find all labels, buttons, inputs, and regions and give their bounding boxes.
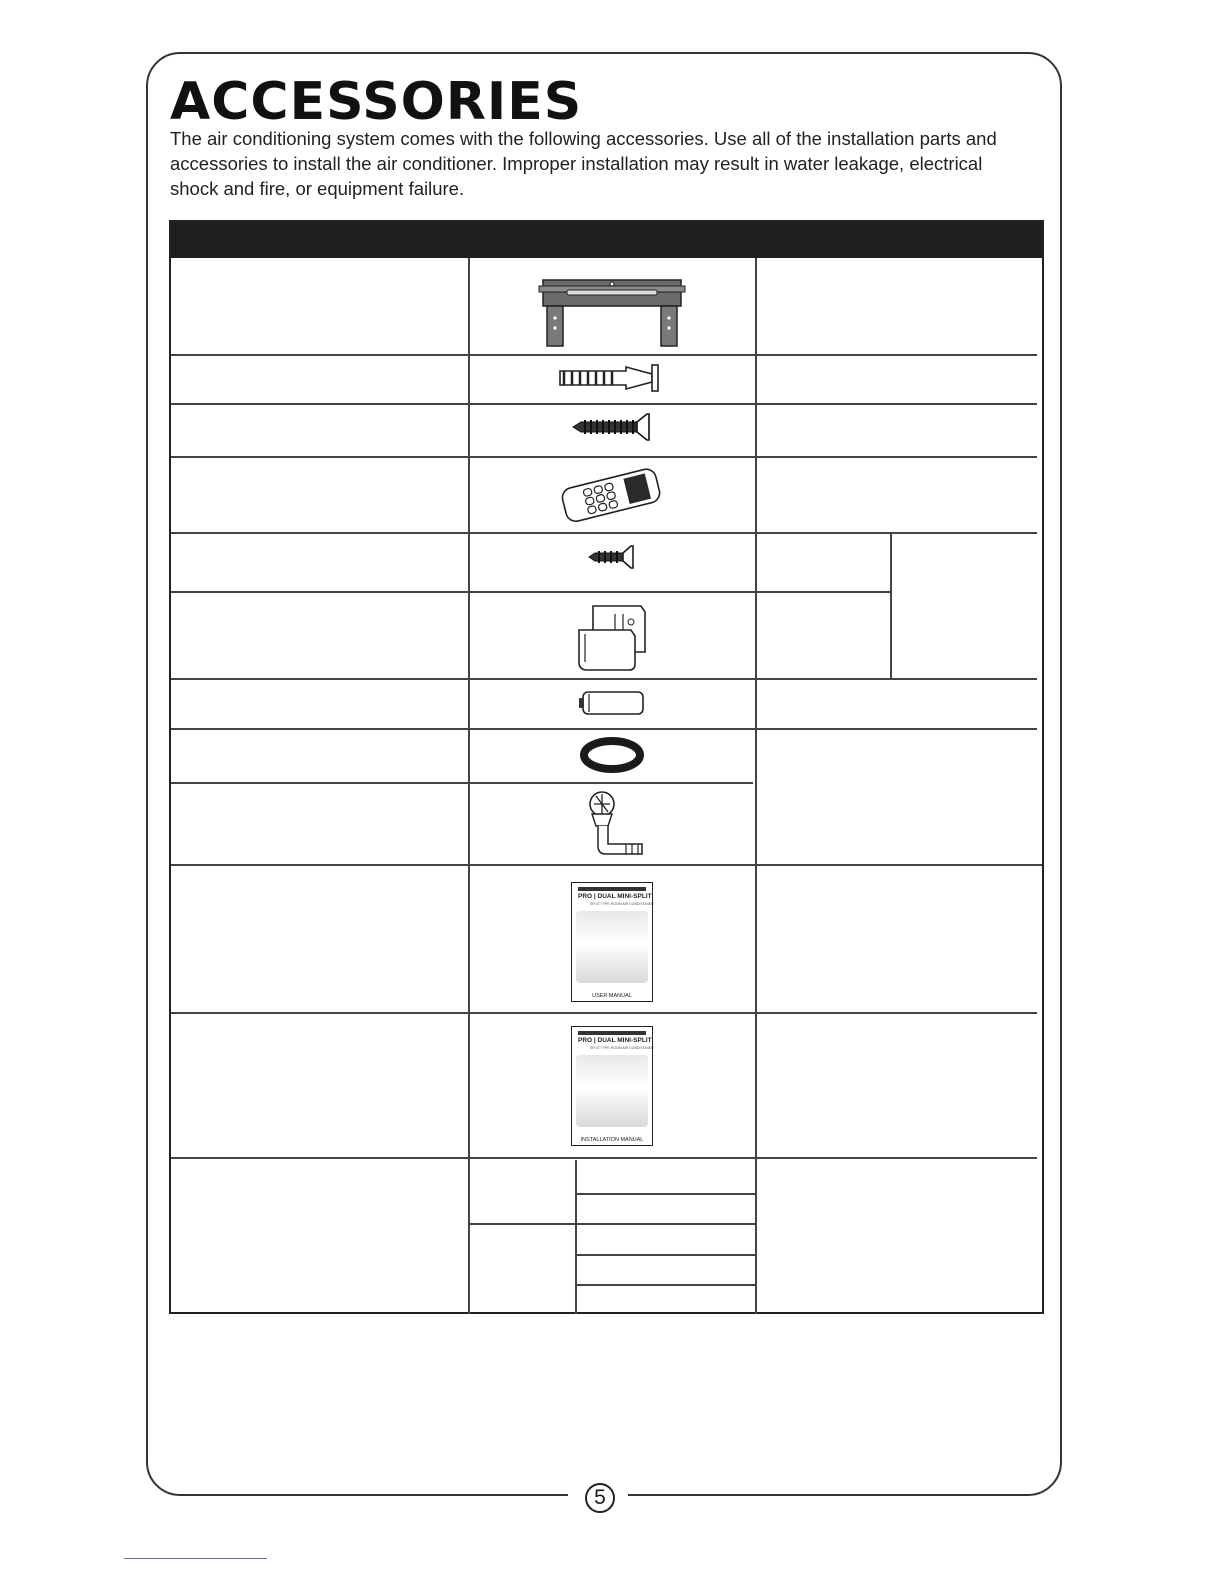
mounting-plate-image: [469, 266, 755, 348]
wall-anchor-icon: [556, 362, 668, 394]
manual-cover-footer: USER MANUAL: [592, 993, 632, 999]
wall-anchor-image: [469, 362, 755, 394]
remote-control-icon: [557, 464, 667, 526]
mounting-screw-image: [469, 412, 755, 442]
manual-cover-title: PRO | DUAL MINI-SPLIT: [578, 1037, 652, 1044]
page-number: 5: [585, 1483, 615, 1513]
seal-ring-image: [469, 736, 755, 774]
manual-cover-image: [576, 911, 648, 983]
manual-cover-title: PRO | DUAL MINI-SPLIT: [578, 893, 652, 900]
accessories-table: [169, 220, 1044, 1314]
manual-cover-footer: INSTALLATION MANUAL: [580, 1137, 644, 1143]
installation-manual-icon: [571, 1026, 653, 1146]
manual-cover-subtitle: SPLIT TYPE ROOM AIR CONDITIONER: [590, 1046, 654, 1050]
remote-control-image: [469, 464, 755, 526]
battery-image: [469, 688, 755, 718]
remote-holder-icon: [571, 600, 653, 674]
mounting-plate-icon: [537, 266, 687, 348]
seal-ring-icon: [579, 736, 645, 774]
bottom-link-underline: [124, 1558, 267, 1559]
small-screw-image: [469, 544, 755, 570]
manual-cover-band: [578, 887, 646, 891]
manual-cover-image: [576, 1055, 648, 1127]
user-manual-icon: [571, 882, 653, 1002]
page-title: ACCESSORIES: [170, 72, 583, 132]
mounting-screw-icon: [571, 412, 653, 442]
manual-cover-band: [578, 1031, 646, 1035]
battery-icon: [577, 688, 647, 718]
manual-cover-subtitle: SPLIT TYPE ROOM AIR CONDITIONER: [590, 902, 654, 906]
remote-holder-image: [469, 600, 755, 674]
drain-joint-image: [469, 790, 755, 860]
small-screw-icon: [587, 544, 637, 570]
drain-joint-icon: [572, 790, 652, 860]
table-header-bar: [171, 222, 1042, 258]
intro-paragraph: The air conditioning system comes with the following accessories. Use all of the installation parts and accessories to install the air conditioner. Improper installation may result in water leakage, electrical shock and fire, or equipment failure.: [170, 128, 997, 199]
